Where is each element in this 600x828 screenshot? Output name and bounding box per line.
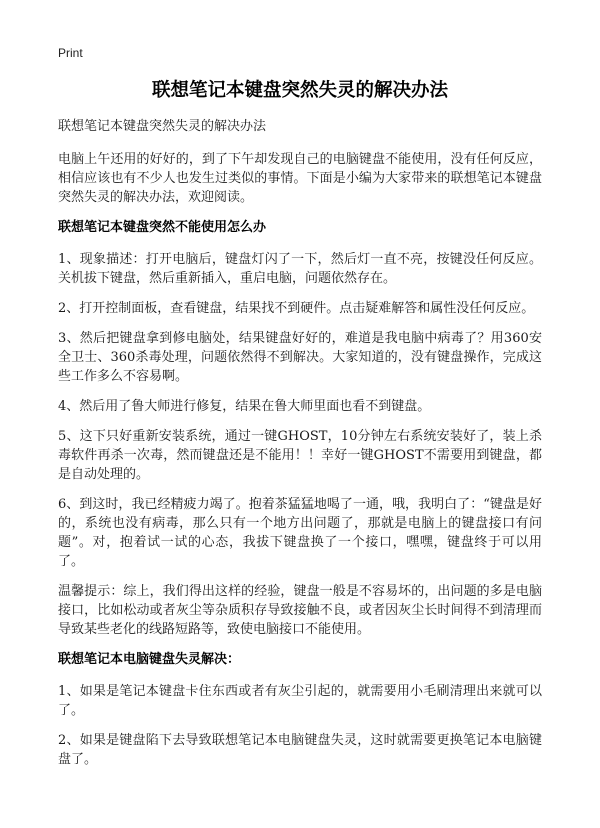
list-item: 4、然后用了鲁大师进行修复，结果在鲁大师里面也看不到键盘。: [58, 399, 431, 414]
list-item: 6、到这时，我已经精疲力竭了。抱着茶猛猛地喝了一通，哦，我明白了：“键盘是好的，系统也没有病毒，那么只有一个地方出问题了，那就是电脑上的键盘接口有问题”。对，抱着试一试的心态，我拔下键盘换了一个接口，嘿嘿，键盘终于可以用了。: [58, 497, 542, 569]
list-item: 1、现象描述：打开电脑后，键盘灯闪了一下，然后灯一直不亮，按键没任何反应。关机拔下键盘，然后重新插入，重启电脑，问题依然存在。: [58, 252, 542, 286]
section-heading-solution: 联想笔记本电脑键盘失灵解决：: [58, 652, 241, 667]
tip-paragraph: 温馨提示：综上，我们得出这样的经验，键盘一般是不容易坏的，出问题的多是电脑接口，比如松动或者灰尘等杂质积存导致接触不良，或者因灰尘长时间得不到清理而导致某些老化的线路短路等，致使电脑接口不能使用。: [58, 584, 542, 637]
print-link[interactable]: Print: [58, 46, 83, 60]
page-title: 联想笔记本键盘突然失灵的解决办法: [151, 80, 448, 101]
list-item: 5、这下只好重新安装系统，通过一键GHOST，10分钟左右系统安装好了，装上杀毒软件再杀一次毒，然而键盘还是不能用！！幸好一键GHOST不需要用到键盘，都是自动处理的。: [58, 429, 542, 482]
list-item: 1、如果是笔记本键盘卡住东西或者有灰尘引起的，就需要用小毛刷清理出来就可以了。: [58, 684, 542, 718]
section-heading-problem: 联想笔记本键盘突然不能使用怎么办: [58, 220, 267, 235]
intro-paragraph: 电脑上午还用的好好的，到了下午却发现自己的电脑键盘不能使用，没有任何反应，相信应该也有不少人也发生过类似的事情。下面是小编为大家带来的联想笔记本键盘突然失灵的解决办法，欢迎阅读。: [58, 152, 542, 205]
article-subtitle: 联想笔记本键盘突然失灵的解决办法: [58, 119, 267, 134]
list-item: 3、然后把键盘拿到修电脑处，结果键盘好好的，难道是我电脑中病毒了？用360安全卫士、360杀毒处理，问题依然得不到解决。大家知道的，没有键盘操作，完成这些工作多么不容易啊。: [58, 331, 542, 384]
list-item: 2、如果是键盘陷下去导致联想笔记本电脑键盘失灵，这时就需要更换笔记本电脑键盘了。: [58, 733, 542, 767]
list-item: 2、打开控制面板，查看键盘，结果找不到硬件。点击疑难解答和属性没任何反应。: [58, 301, 535, 316]
